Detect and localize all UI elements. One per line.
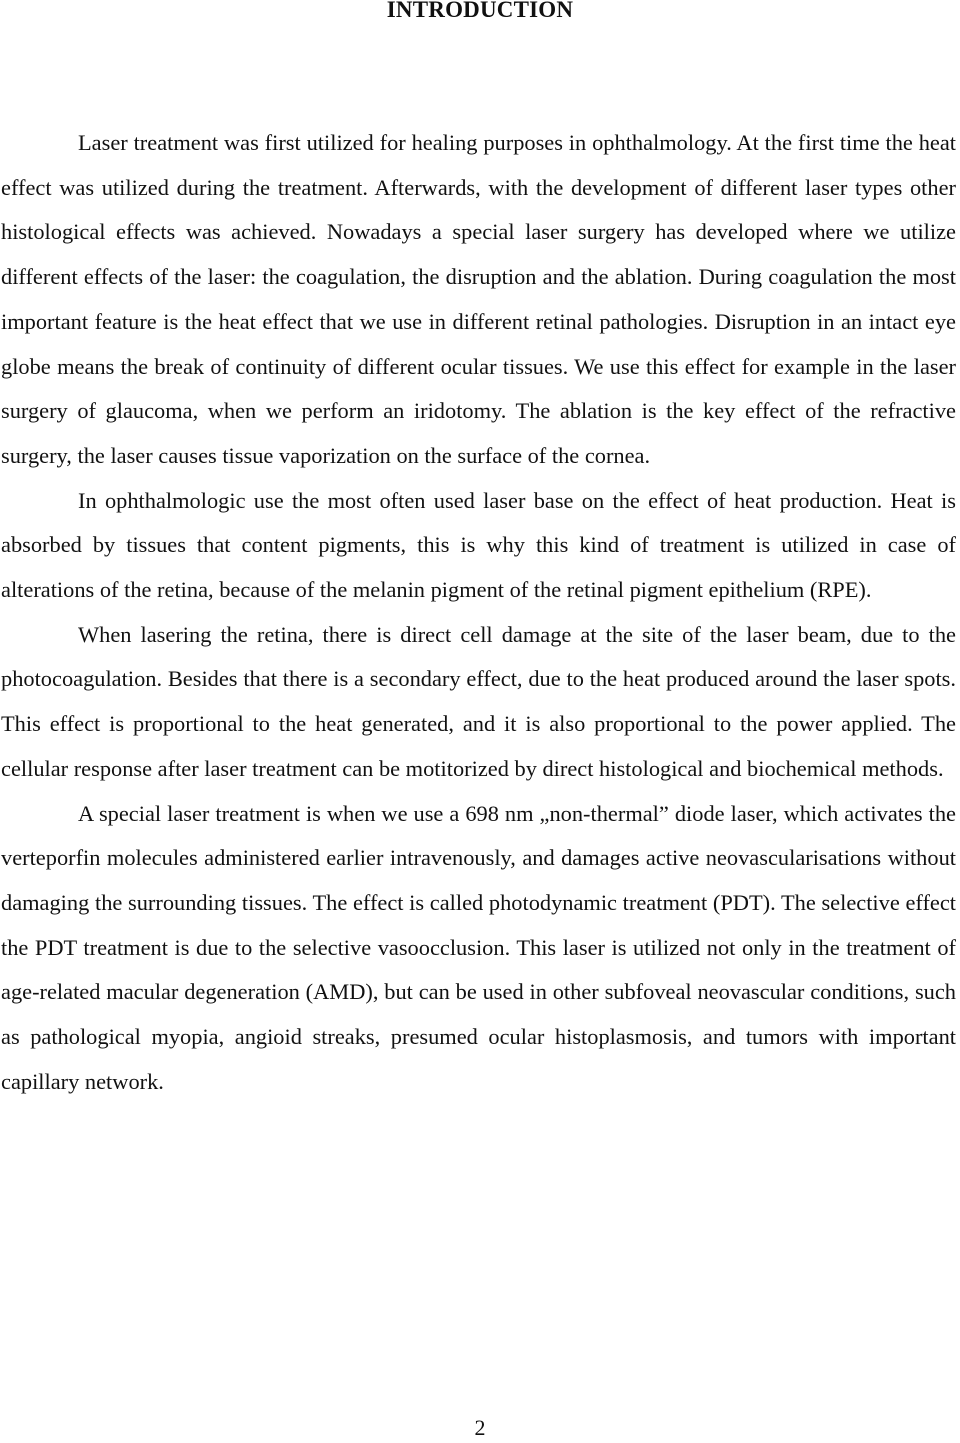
page-number: 2	[474, 1415, 486, 1440]
section-heading: INTRODUCTION	[386, 0, 574, 22]
paragraph-heat-production: In ophthalmologic use the most often used laser base on the effect of heat production. Heat is absorbed by tissues that content pigments, this is why this kind of treatment is utilized in case of alterations of the retina, because of the melanin pigment of the retinal pigment epithelium (RPE).	[1, 487, 956, 603]
body-text	[1, 121, 956, 1104]
paragraph-laser-effects: Laser treatment was first utilized for healing purposes in ophthalmology. At the first time the heat effect was utilized during the treatment. Afterwards, with the development of different laser types other histological effects was achieved. Nowadays a special laser surgery has developed where we utilize different effects of the laser: the coagulation, the disruption and the ablation. During coagulation the most important feature is the heat effect that we use in different retinal pathologies. Disruption in an intact eye globe means the break of continuity of different ocular tissues. We use this effect for example in the laser surgery of glaucoma, when we perform an iridotomy. The ablation is the key effect of the refractive surgery, the laser causes tissue vaporization on the surface of the cornea.	[1, 130, 956, 468]
paragraph-retina-lasering: When lasering the retina, there is direct cell damage at the site of the laser beam, due to the photocoagulation. Besides that there is a secondary effect, due to the heat produced around the laser spots. This effect is proportional to the heat generated, and it is also proportional to the power applied. The cellular response after laser treatment can be motitorized by direct histological and biochemical methods.	[1, 621, 956, 781]
paragraph-photodynamic-treatment: A special laser treatment is when we use a 698 nm „non-thermal” diode laser, which activates the verteporfin molecules administered earlier intravenously, and damages active neovascularisations without damaging the surrounding tissues. The effect is called photodynamic treatment (PDT). The selective effect the PDT treatment is due to the selective vasoocclusion. This laser is utilized not only in the treatment of age-related macular degeneration (AMD), but can be used in other subfoveal neovascular conditions, such as pathological myopia, angioid streaks, presumed ocular histoplasmosis, and tumors with important capillary network.	[1, 800, 956, 1094]
